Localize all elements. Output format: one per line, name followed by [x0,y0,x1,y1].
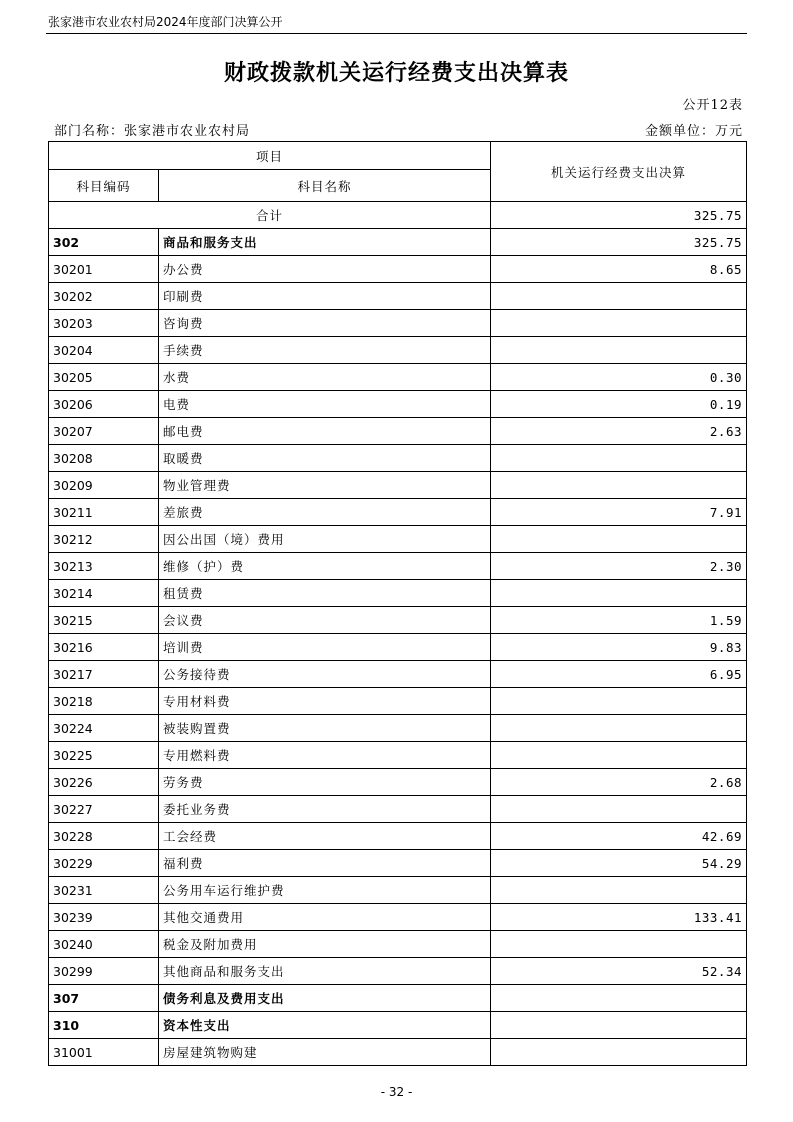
subject-code: 30240 [49,931,159,958]
subject-code: 30211 [49,499,159,526]
table-row [49,985,747,1012]
expenditure-amount: 2.30 [491,553,747,580]
table-row [49,310,747,337]
expenditure-amount: 7.91 [491,499,747,526]
expenditure-amount [491,310,747,337]
subject-code: 30216 [49,634,159,661]
total-label: 合计 [49,202,491,229]
subject-name: 公务接待费 [159,661,491,688]
expenditure-amount: 133.41 [491,904,747,931]
table-row [49,526,747,553]
expenditure-amount [491,742,747,769]
page-number: - 32 - [380,1085,413,1099]
table-row [49,364,747,391]
subject-name: 电费 [159,391,491,418]
table-row [49,715,747,742]
expenditure-amount: 325.75 [491,229,747,256]
table-row [49,688,747,715]
expenditure-amount: 6.95 [491,661,747,688]
expenditure-amount [491,580,747,607]
expenditure-amount: 9.83 [491,634,747,661]
header-name: 科目名称 [159,170,491,202]
subject-name: 专用燃料费 [159,742,491,769]
table-row [49,796,747,823]
header-amount: 机关运行经费支出决算 [491,142,747,202]
expenditure-amount [491,877,747,904]
subject-code: 30213 [49,553,159,580]
table-row [49,553,747,580]
table-row [49,958,747,985]
table-row [49,904,747,931]
subject-name: 税金及附加费用 [159,931,491,958]
running-header: 张家港市农业农村局2024年度部门决算公开 [48,15,283,29]
expenditure-amount: 2.68 [491,769,747,796]
expenditure-amount [491,472,747,499]
subject-name: 因公出国（境）费用 [159,526,491,553]
subject-code: 30212 [49,526,159,553]
table-row [49,256,747,283]
subject-code: 30201 [49,256,159,283]
expenditure-table [48,141,747,1066]
expenditure-amount: 0.30 [491,364,747,391]
expenditure-amount: 54.29 [491,850,747,877]
table-row [49,499,747,526]
subject-name: 商品和服务支出 [159,229,491,256]
table-row [49,472,747,499]
table-row [49,877,747,904]
expenditure-amount [491,337,747,364]
table-row [49,391,747,418]
subject-code: 30214 [49,580,159,607]
table-row [49,418,747,445]
subject-name: 公务用车运行维护费 [159,877,491,904]
table-row [49,337,747,364]
expenditure-amount [491,445,747,472]
subject-name: 其他商品和服务支出 [159,958,491,985]
expenditure-amount [491,1039,747,1066]
subject-code: 30228 [49,823,159,850]
subject-code: 302 [49,229,159,256]
table-row [49,229,747,256]
subject-name: 债务利息及费用支出 [159,985,491,1012]
expenditure-amount [491,715,747,742]
department-name: 部门名称：张家港市农业农村局 [54,124,251,139]
subject-code: 30208 [49,445,159,472]
subject-code: 30209 [49,472,159,499]
expenditure-amount: 42.69 [491,823,747,850]
subject-code: 30229 [49,850,159,877]
subject-name: 水费 [159,364,491,391]
subject-name: 手续费 [159,337,491,364]
subject-name: 印刷费 [159,283,491,310]
subject-name: 培训费 [159,634,491,661]
subject-name: 资本性支出 [159,1012,491,1039]
expenditure-amount [491,985,747,1012]
table-row [49,580,747,607]
subject-name: 会议费 [159,607,491,634]
subject-name: 咨询费 [159,310,491,337]
subject-name: 差旅费 [159,499,491,526]
table-row [49,445,747,472]
subject-code: 30227 [49,796,159,823]
subject-name: 维修（护）费 [159,553,491,580]
expenditure-amount [491,526,747,553]
subject-name: 福利费 [159,850,491,877]
subject-code: 30205 [49,364,159,391]
subject-code: 30299 [49,958,159,985]
subject-code: 30224 [49,715,159,742]
subject-name: 专用材料费 [159,688,491,715]
expenditure-amount [491,1012,747,1039]
expenditure-amount: 52.34 [491,958,747,985]
table-row [49,769,747,796]
subject-name: 劳务费 [159,769,491,796]
table-row [49,283,747,310]
subject-code: 30215 [49,607,159,634]
expenditure-amount: 2.63 [491,418,747,445]
table-row [49,931,747,958]
table-number: 公开12表 [682,98,743,113]
table-row [49,634,747,661]
expenditure-amount [491,688,747,715]
table-row [49,850,747,877]
subject-code: 30225 [49,742,159,769]
subject-name: 其他交通费用 [159,904,491,931]
subject-name: 房屋建筑物购建 [159,1039,491,1066]
total-row [49,202,747,229]
subject-name: 邮电费 [159,418,491,445]
header-rule [46,33,747,34]
expenditure-amount: 1.59 [491,607,747,634]
table-row [49,661,747,688]
subject-code: 30203 [49,310,159,337]
expenditure-amount [491,796,747,823]
document-title: 财政拨款机关运行经费支出决算表 [223,61,569,86]
subject-code: 307 [49,985,159,1012]
subject-code: 30217 [49,661,159,688]
table-row [49,1039,747,1066]
subject-code: 30218 [49,688,159,715]
subject-code: 30202 [49,283,159,310]
subject-code: 30231 [49,877,159,904]
subject-name: 委托业务费 [159,796,491,823]
table-row [49,607,747,634]
subject-code: 31001 [49,1039,159,1066]
subject-name: 工会经费 [159,823,491,850]
subject-code: 30204 [49,337,159,364]
amount-unit: 金额单位：万元 [644,124,743,139]
subject-code: 30239 [49,904,159,931]
expenditure-amount [491,283,747,310]
table-row [49,1012,747,1039]
expenditure-amount [491,931,747,958]
subject-code: 310 [49,1012,159,1039]
subject-name: 物业管理费 [159,472,491,499]
subject-code: 30206 [49,391,159,418]
table-row [49,823,747,850]
expenditure-amount: 0.19 [491,391,747,418]
subject-name: 租赁费 [159,580,491,607]
subject-name: 取暖费 [159,445,491,472]
subject-code: 30226 [49,769,159,796]
subject-name: 被装购置费 [159,715,491,742]
expenditure-amount: 8.65 [491,256,747,283]
total-amount: 325.75 [491,202,747,229]
header-item: 项目 [49,142,491,170]
subject-code: 30207 [49,418,159,445]
header-code: 科目编码 [49,170,159,202]
table-row [49,742,747,769]
subject-name: 办公费 [159,256,491,283]
